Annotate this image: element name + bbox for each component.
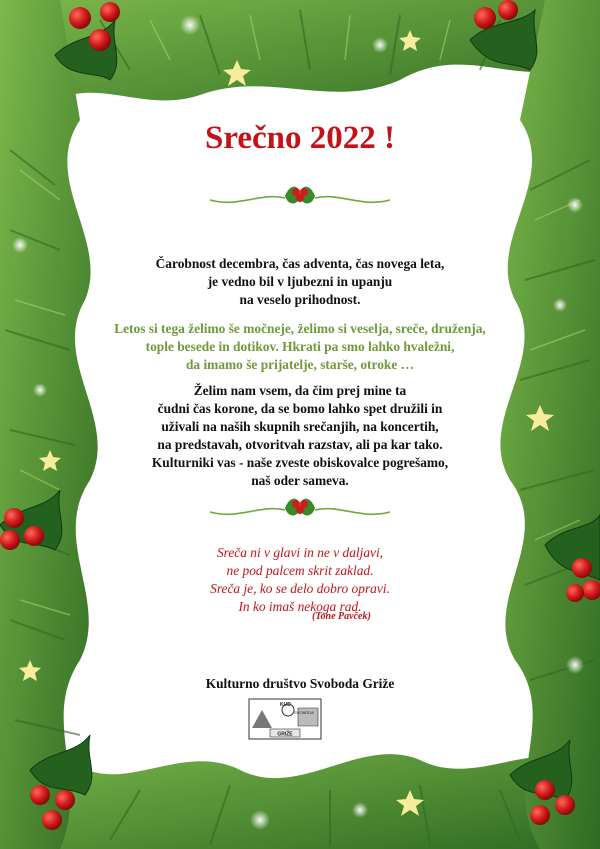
text-line: čudni čas korone, da se bomo lahko spet družili in — [157, 401, 443, 416]
paragraph-korona — [0, 382, 600, 490]
holly-divider-icon — [200, 178, 400, 218]
text-line: Letos si tega želimo še močneje, želimo si veselja, sreče, druženja, — [114, 321, 486, 336]
holly-divider-icon — [200, 490, 400, 530]
text-line: je vedno bil v ljubezni in upanju — [207, 274, 393, 289]
text-line: Želim nam vsem, da čim prej mine ta — [193, 383, 407, 398]
text-line: uživali na naših skupnih srečanjih, na koncertih, — [161, 419, 439, 434]
poem-author: (Tone Pavček) — [312, 611, 371, 622]
page-title: Srečno 2022 ! — [204, 120, 396, 156]
text-line: Čarobnost decembra, čas adventa, čas novega leta, — [155, 256, 445, 271]
text-line: na veselo prihodnost. — [239, 292, 361, 307]
svg-text:GRIŽE: GRIŽE — [277, 731, 293, 738]
society-name: Kulturno društvo Svoboda Griže — [205, 676, 395, 691]
paragraph-green — [0, 320, 600, 374]
poem-line: In ko imaš nekoga rad. — [238, 599, 362, 614]
poem — [0, 544, 600, 616]
poem-line: ne pod palcem skrit zaklad. — [226, 563, 374, 578]
society-logo-icon — [248, 698, 322, 740]
text-line: Kulturniki vas - naše zveste obiskovalce pogrešamo, — [151, 455, 449, 470]
poem-line: Sreča ni v glavi in ne v daljavi, — [216, 545, 384, 560]
svg-text:KUD: KUD — [280, 702, 291, 708]
text-line: na predstavah, otvoritvah razstav, ali pa kar tako. — [157, 437, 443, 452]
svg-text:SVOBODA: SVOBODA — [294, 710, 314, 715]
text-line: naš oder sameva. — [251, 473, 349, 488]
poem-line: Sreča je, ko se delo dobro opravi. — [210, 581, 390, 596]
text-line: da imamo še prijatelje, starše, otroke … — [185, 357, 415, 372]
paragraph-wishes — [0, 255, 600, 309]
text-line: tople besede in dotikov. Hkrati pa smo lahko hvaležni, — [145, 339, 455, 354]
